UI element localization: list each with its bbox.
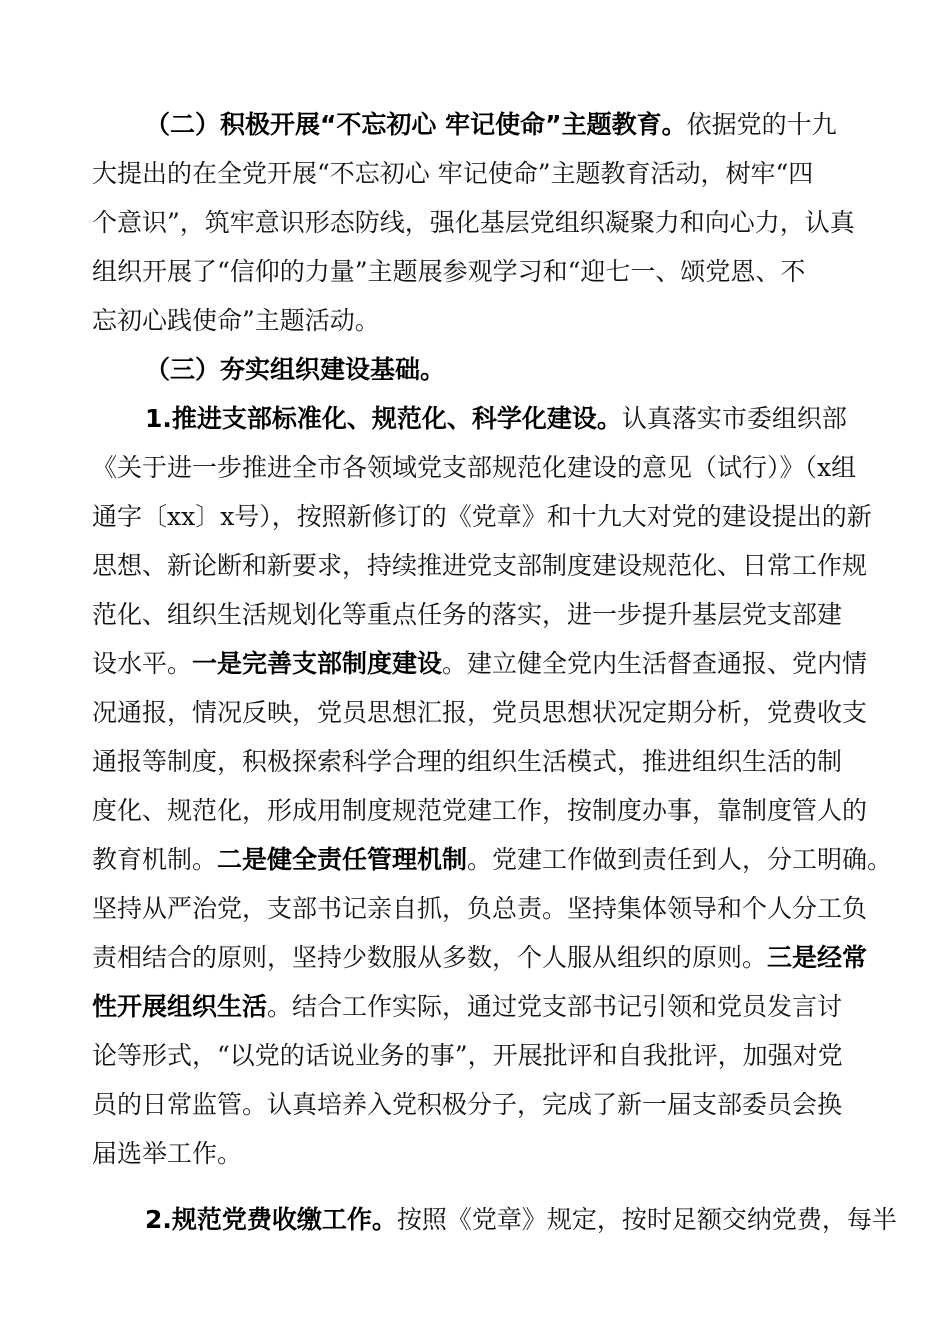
item-one-line-3: 通字〔xx〕x号），按照新修订的《党章》和十九大对党的建设提出的新 [92,502,872,531]
section-two-line-3: 个意识”，筑牢意识形态防线，强化基层党组织凝聚力和向心力，认真 [92,208,855,237]
item-one-line-8: 通报等制度，积极探索科学合理的组织生活模式，推进组织生活的制 [92,747,843,776]
section-two-line-4: 组织开展了“信仰的力量”主题展参观学习和“迎七一、颂党恩、不 [92,257,806,286]
line-6-text: 设水平。 [92,649,193,678]
item-one-line-11: 坚持从严治党，支部书记亲自抓，负总责。坚持集体领导和个人分工负 [92,894,868,923]
point-two-heading: 二是健全责任管理机制 [217,845,468,874]
item-one-line-12 [0,934,950,982]
section-two-heading: （二）积极开展“不忘初心 牢记使命”主题教育。 [145,110,687,139]
section-two-line-1 [0,101,950,149]
item-one-heading: 1.推进支部标准化、规范化、科学化建设。 [145,404,622,433]
line-10-tail: 。党建工作做到责任到人，分工明确。 [467,845,893,874]
section-two-line-5: 忘初心践使命”主题活动。 [92,306,380,335]
item-one-line-15: 员的日常监管。认真培养入党积极分子，完成了新一届支部委员会换 [92,1090,843,1119]
point-one-heading: 一是完善支部制度建设 [192,649,443,678]
item-one-line-10 [0,836,950,884]
item-one-line-7: 况通报，情况反映，党员思想汇报，党员思想状况定期分析，党费收支 [92,698,868,727]
item-one-line-14: 论等形式，“以党的话说业务的事”，开展批评和自我批评，加强对党 [92,1041,843,1070]
item-one-line-5: 范化、组织生活规划化等重点任务的落实，进一步提升基层党支部建 [92,600,843,629]
item-one-line-1 [0,395,950,443]
line-6-tail: 。建立健全党内生活督查通报、党内情 [442,649,868,678]
section-two-text: 依据党的十九 [686,110,837,139]
item-one-line-13 [0,983,950,1031]
item-one-line-6 [0,640,950,688]
line-10-text: 教育机制。 [92,845,218,874]
point-three-heading-end: 性开展组织生活 [92,992,268,1021]
item-one-text: 认真落实市委组织部 [621,404,847,433]
item-two-line-1 [0,1196,950,1244]
item-two-heading: 2.规范党费收缴工作。 [145,1205,397,1234]
point-three-heading-start: 三是经常 [767,943,868,972]
section-three-heading: （三）夯实组织建设基础。 [145,355,446,384]
section-two-line-2: 大提出的在全党开展“不忘初心 牢记使命”主题教育活动，树牢“四 [92,159,814,188]
line-12-text: 责相结合的原则，坚持少数服从多数，个人服从组织的原则。 [92,943,768,972]
section-three-line [0,346,950,394]
item-one-line-16: 届选举工作。 [92,1139,243,1168]
line-13-tail: 。结合工作实际，通过党支部书记引领和党员发言讨 [267,992,843,1021]
item-one-line-2: 《关于进一步推进全市各领域党支部规范化建设的意见（试行）》（x组 [92,453,857,482]
item-two-text: 按照《党章》规定，按时足额交纳党费，每半 [396,1205,897,1234]
item-one-line-4: 思想、新论断和新要求，持续推进党支部制度建设规范化、日常工作规 [92,551,868,580]
item-one-line-9: 度化、规范化，形成用制度规范党建工作，按制度办事，靠制度管人的 [92,796,868,825]
